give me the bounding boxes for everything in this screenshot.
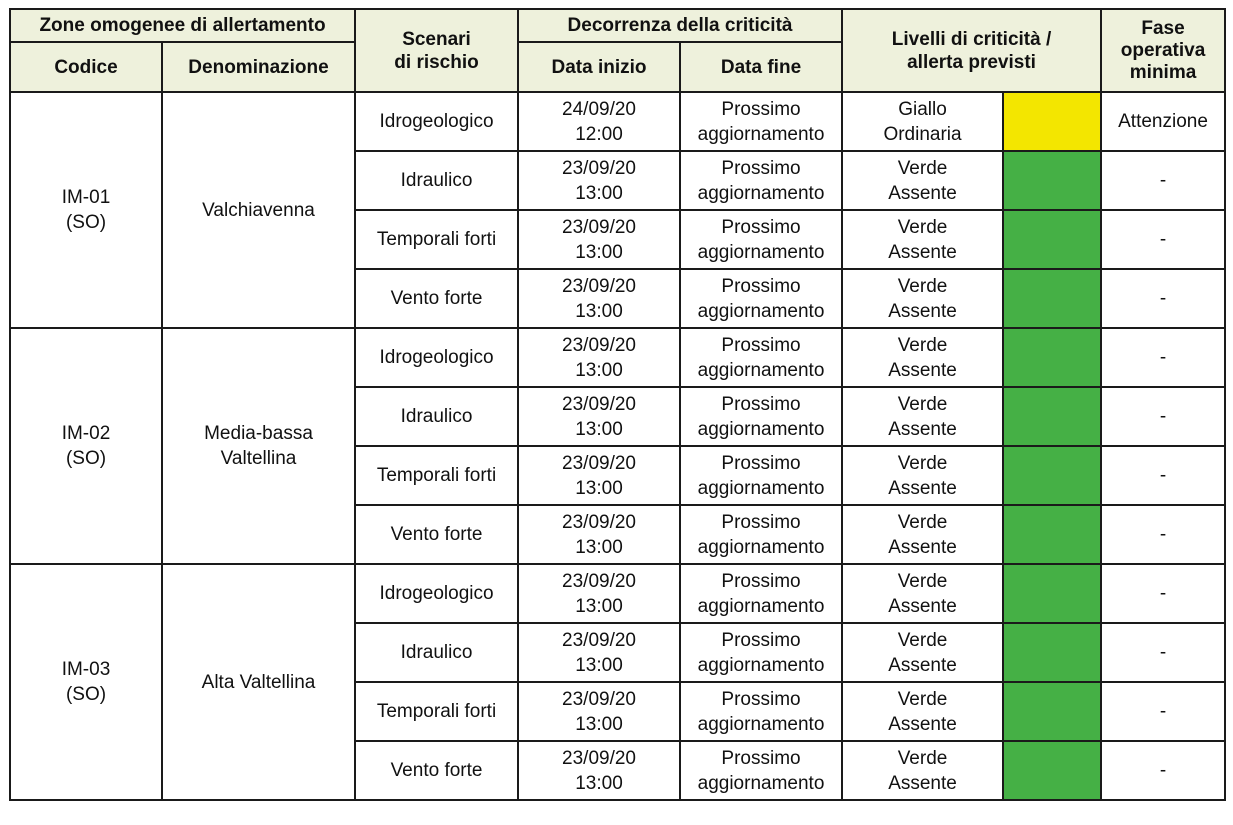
data-inizio-cell [518,446,680,505]
livello-swatch-cell [1003,210,1101,269]
data-inizio-date: 24/09/20 [562,98,636,120]
livello-allerta: Assente [888,477,957,499]
data-inizio-date: 23/09/20 [562,629,636,651]
livello-colore: Verde [897,452,948,474]
zone-name: Valchiavenna [202,199,315,221]
data-inizio-date: 23/09/20 [562,747,636,769]
fase-header [1101,9,1225,92]
scenario-cell: Idraulico [355,151,518,210]
data-inizio-time: 13:00 [575,477,623,499]
livello-colore: Verde [897,275,948,297]
livello-swatch-cell [1003,505,1101,564]
data-fine-line1: Prossimo [721,275,801,297]
fase-cell: - [1101,741,1225,800]
zone-code-cell [10,328,162,564]
data-inizio-time: 13:00 [575,241,623,263]
table-row [10,92,1225,151]
livello-allerta: Assente [888,241,957,263]
data-fine-line2: aggiornamento [697,241,825,263]
zone-code-cell [10,564,162,800]
data-fine-line2: aggiornamento [697,654,825,676]
data-fine-cell [680,564,842,623]
livello-swatch-cell [1003,682,1101,741]
data-fine-line2: aggiornamento [697,713,825,735]
fase-cell: - [1101,564,1225,623]
data-fine-line1: Prossimo [721,570,801,592]
zone-name: Alta Valtellina [201,671,316,693]
zone-code: IM-02 [61,423,111,444]
data-inizio-cell [518,505,680,564]
scenario-cell: Vento forte [355,269,518,328]
data-inizio-date: 23/09/20 [562,216,636,238]
livello-cell [842,682,1003,741]
scenari-header [355,9,518,92]
scenario-cell: Idraulico [355,623,518,682]
livello-swatch-cell [1003,328,1101,387]
data-inizio-time: 13:00 [575,418,623,440]
data-fine-line1: Prossimo [721,216,801,238]
data-inizio-date: 23/09/20 [562,393,636,415]
livelli-header [842,9,1101,92]
data-inizio-time: 13:00 [575,654,623,676]
livello-colore: Verde [897,393,948,415]
data-fine-line2: aggiornamento [697,477,825,499]
livello-swatch-cell [1003,446,1101,505]
livello-allerta: Assente [888,300,957,322]
data-fine-cell [680,741,842,800]
livello-swatch-cell [1003,92,1101,151]
data-inizio-cell [518,92,680,151]
data-inizio-header: Data inizio [518,42,680,92]
data-inizio-date: 23/09/20 [562,157,636,179]
livello-color-swatch [1004,152,1100,209]
zone-code: IM-01 [61,187,111,208]
data-fine-cell [680,210,842,269]
livello-color-swatch [1004,683,1100,740]
data-inizio-date: 23/09/20 [562,334,636,356]
livello-allerta: Assente [888,713,957,735]
scenario-cell: Vento forte [355,505,518,564]
livello-allerta: Ordinaria [883,123,962,145]
livello-colore: Verde [897,688,948,710]
data-inizio-cell [518,682,680,741]
zone-group-header: Zone omogenee di allertamento [10,9,355,42]
data-fine-line2: aggiornamento [697,595,825,617]
data-inizio-time: 13:00 [575,536,623,558]
data-fine-line1: Prossimo [721,511,801,533]
livello-colore: Verde [897,629,948,651]
livello-colore: Verde [897,334,948,356]
fase-header-line3: minima [1129,61,1197,83]
scenario-cell: Temporali forti [355,682,518,741]
data-fine-line1: Prossimo [721,157,801,179]
livello-colore: Verde [897,157,948,179]
livello-cell [842,623,1003,682]
data-fine-cell [680,623,842,682]
livello-color-swatch [1004,506,1100,563]
fase-cell: Attenzione [1101,92,1225,151]
livello-colore: Verde [897,511,948,533]
data-fine-cell [680,151,842,210]
livello-swatch-cell [1003,741,1101,800]
livello-cell [842,328,1003,387]
zone-name: Media-bassa [204,423,313,444]
data-inizio-cell [518,623,680,682]
data-fine-line2: aggiornamento [697,772,825,794]
codice-header: Codice [10,42,162,92]
scenari-header-line1: Scenari [402,28,471,50]
livello-colore: Verde [897,570,948,592]
data-fine-cell [680,446,842,505]
fase-cell: - [1101,623,1225,682]
table-row [10,328,1225,387]
decorrenza-header: Decorrenza della criticità [518,9,842,42]
livello-cell [842,269,1003,328]
data-inizio-date: 23/09/20 [562,275,636,297]
zone-province: (SO) [65,684,107,705]
scenario-cell: Idrogeologico [355,92,518,151]
livello-swatch-cell [1003,623,1101,682]
data-fine-line1: Prossimo [721,688,801,710]
livello-swatch-cell [1003,151,1101,210]
livello-color-swatch [1004,329,1100,386]
scenari-header-line2: di rischio [394,51,479,73]
data-fine-line1: Prossimo [721,393,801,415]
denominazione-header: Denominazione [162,42,355,92]
data-fine-cell [680,269,842,328]
data-inizio-time: 13:00 [575,772,623,794]
table-body [10,92,1225,800]
data-inizio-time: 13:00 [575,359,623,381]
data-inizio-time: 13:00 [575,713,623,735]
livello-cell [842,564,1003,623]
livello-allerta: Assente [888,359,957,381]
data-inizio-time: 13:00 [575,595,623,617]
scenario-cell: Idrogeologico [355,564,518,623]
data-inizio-cell [518,151,680,210]
fase-cell: - [1101,387,1225,446]
fase-cell: - [1101,269,1225,328]
data-inizio-date: 23/09/20 [562,452,636,474]
livelli-header-line2: allerta previsti [907,51,1036,73]
livello-cell [842,446,1003,505]
data-fine-cell [680,328,842,387]
data-inizio-cell [518,210,680,269]
data-inizio-cell [518,269,680,328]
zone-name-cell [162,328,355,564]
scenario-cell: Idraulico [355,387,518,446]
data-fine-line2: aggiornamento [697,300,825,322]
zone-province: (SO) [65,448,107,469]
livello-cell [842,387,1003,446]
livello-cell [842,741,1003,800]
scenario-cell: Idrogeologico [355,328,518,387]
livello-allerta: Assente [888,654,957,676]
livello-cell [842,505,1003,564]
fase-header-line1: Fase [1141,17,1185,39]
fase-cell: - [1101,210,1225,269]
livello-color-swatch [1004,447,1100,504]
data-inizio-time: 12:00 [575,123,623,145]
livello-colore: Verde [897,216,948,238]
fase-header-line2: operativa [1120,39,1206,61]
livello-cell [842,92,1003,151]
data-inizio-cell [518,387,680,446]
zone-name-line2: Valtellina [220,448,297,469]
livello-colore: Giallo [898,98,947,120]
scenario-cell: Temporali forti [355,210,518,269]
fase-cell: - [1101,446,1225,505]
livello-color-swatch [1004,624,1100,681]
livello-color-swatch [1004,211,1100,268]
livello-allerta: Assente [888,182,957,204]
livelli-header-line1: Livelli di criticità / [891,28,1052,50]
data-fine-line1: Prossimo [721,747,801,769]
data-inizio-time: 13:00 [575,300,623,322]
data-fine-cell [680,682,842,741]
data-fine-cell [680,92,842,151]
table-header [10,9,1225,92]
livello-cell [842,151,1003,210]
data-inizio-time: 13:00 [575,182,623,204]
fase-cell: - [1101,328,1225,387]
data-fine-line2: aggiornamento [697,359,825,381]
data-fine-header: Data fine [680,42,842,92]
livello-color-swatch [1004,270,1100,327]
livello-swatch-cell [1003,387,1101,446]
data-fine-line2: aggiornamento [697,536,825,558]
zone-province: (SO) [65,212,107,233]
livello-color-swatch [1004,93,1100,150]
data-fine-cell [680,387,842,446]
data-inizio-cell [518,328,680,387]
zone-code: IM-03 [61,659,111,680]
data-fine-line2: aggiornamento [697,123,825,145]
livello-color-swatch [1004,565,1100,622]
livello-colore: Verde [897,747,948,769]
data-fine-line1: Prossimo [721,98,801,120]
data-fine-line2: aggiornamento [697,182,825,204]
fase-cell: - [1101,505,1225,564]
livello-swatch-cell [1003,269,1101,328]
zone-name-cell [162,564,355,800]
data-inizio-date: 23/09/20 [562,688,636,710]
table-row [10,564,1225,623]
scenario-cell: Temporali forti [355,446,518,505]
livello-allerta: Assente [888,595,957,617]
fase-cell: - [1101,151,1225,210]
livello-color-swatch [1004,742,1100,799]
data-fine-line1: Prossimo [721,334,801,356]
data-inizio-date: 23/09/20 [562,570,636,592]
scenario-cell: Vento forte [355,741,518,800]
data-inizio-cell [518,564,680,623]
livello-allerta: Assente [888,418,957,440]
data-fine-line1: Prossimo [721,452,801,474]
data-inizio-cell [518,741,680,800]
zone-name-cell [162,92,355,328]
zone-code-cell [10,92,162,328]
livello-allerta: Assente [888,536,957,558]
data-inizio-date: 23/09/20 [562,511,636,533]
fase-cell: - [1101,682,1225,741]
data-fine-line1: Prossimo [721,629,801,651]
livello-swatch-cell [1003,564,1101,623]
livello-color-swatch [1004,388,1100,445]
alert-levels-table [9,8,1226,801]
livello-cell [842,210,1003,269]
livello-allerta: Assente [888,772,957,794]
data-fine-cell [680,505,842,564]
data-fine-line2: aggiornamento [697,418,825,440]
